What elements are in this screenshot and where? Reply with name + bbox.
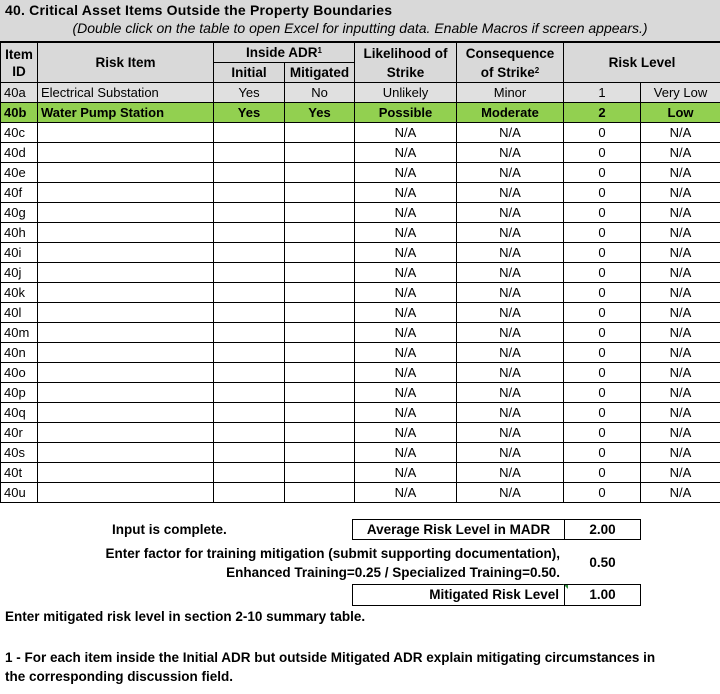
table-row[interactable]: [1, 383, 720, 403]
table-row[interactable]: [1, 423, 720, 443]
cell-consequence[interactable]: N/A: [457, 223, 564, 243]
cell-risk-item[interactable]: [38, 243, 214, 263]
cell-likelihood[interactable]: Possible: [355, 103, 457, 123]
cell-risk-level-text[interactable]: N/A: [641, 323, 720, 343]
cell-mitigated[interactable]: [285, 283, 355, 303]
cell-risk-level-text[interactable]: N/A: [641, 483, 720, 503]
cell-consequence[interactable]: N/A: [457, 263, 564, 283]
cell-risk-level-number[interactable]: 0: [564, 243, 641, 263]
cell-likelihood[interactable]: Unlikely: [355, 83, 457, 103]
cell-initial[interactable]: [214, 463, 285, 483]
cell-likelihood[interactable]: N/A: [355, 383, 457, 403]
cell-risk-item[interactable]: [38, 203, 214, 223]
cell-risk-level-number[interactable]: 0: [564, 343, 641, 363]
cell-consequence[interactable]: N/A: [457, 183, 564, 203]
cell-risk-item[interactable]: [38, 163, 214, 183]
cell-consequence[interactable]: N/A: [457, 203, 564, 223]
cell-risk-item[interactable]: Water Pump Station: [38, 103, 214, 123]
section-header: [0, 0, 720, 42]
table-header-row: [1, 43, 720, 63]
cell-initial[interactable]: [214, 223, 285, 243]
cell-likelihood[interactable]: N/A: [355, 243, 457, 263]
cell-item-id[interactable]: 40n: [1, 343, 38, 363]
cell-mitigated[interactable]: [285, 303, 355, 323]
cell-mitigated[interactable]: [285, 403, 355, 423]
cell-consequence[interactable]: N/A: [457, 243, 564, 263]
mitigated-risk-value[interactable]: 1.00: [564, 584, 641, 606]
cell-initial[interactable]: [214, 343, 285, 363]
cell-item-id[interactable]: 40i: [1, 243, 38, 263]
cell-consequence[interactable]: N/A: [457, 143, 564, 163]
cell-risk-level-text[interactable]: N/A: [641, 403, 720, 423]
cell-initial[interactable]: [214, 303, 285, 323]
cell-risk-level-number[interactable]: 0: [564, 183, 641, 203]
col-initial: Initial: [214, 63, 285, 83]
cell-item-id[interactable]: 40g: [1, 203, 38, 223]
cell-item-id[interactable]: 40s: [1, 443, 38, 463]
cell-likelihood[interactable]: N/A: [355, 203, 457, 223]
cell-mitigated[interactable]: [285, 363, 355, 383]
table-row[interactable]: [1, 143, 720, 163]
table-row[interactable]: [1, 163, 720, 183]
cell-initial[interactable]: [214, 183, 285, 203]
cell-risk-level-text[interactable]: Low: [641, 103, 720, 123]
cell-item-id[interactable]: 40t: [1, 463, 38, 483]
cell-initial[interactable]: [214, 243, 285, 263]
cell-initial[interactable]: [214, 263, 285, 283]
cell-consequence[interactable]: N/A: [457, 123, 564, 143]
cell-initial[interactable]: [214, 403, 285, 423]
cell-risk-item[interactable]: [38, 343, 214, 363]
cell-consequence[interactable]: N/A: [457, 383, 564, 403]
cell-risk-level-text[interactable]: N/A: [641, 463, 720, 483]
cell-likelihood[interactable]: N/A: [355, 303, 457, 323]
cell-initial[interactable]: [214, 203, 285, 223]
training-factor-value[interactable]: 0.50: [589, 555, 616, 570]
cell-mitigated[interactable]: [285, 123, 355, 143]
cell-initial[interactable]: [214, 483, 285, 503]
cell-likelihood[interactable]: N/A: [355, 223, 457, 243]
cell-mitigated[interactable]: [285, 443, 355, 463]
cell-risk-item[interactable]: [38, 263, 214, 283]
cell-risk-item[interactable]: [38, 223, 214, 243]
table-row[interactable]: [1, 283, 720, 303]
cell-consequence[interactable]: N/A: [457, 163, 564, 183]
cell-initial[interactable]: Yes: [214, 103, 285, 123]
table-row[interactable]: [1, 223, 720, 243]
cell-initial[interactable]: [214, 323, 285, 343]
cell-risk-level-text[interactable]: N/A: [641, 383, 720, 403]
cell-mitigated[interactable]: [285, 323, 355, 343]
cell-risk-item[interactable]: [38, 123, 214, 143]
cell-risk-item[interactable]: [38, 443, 214, 463]
cell-item-id[interactable]: 40p: [1, 383, 38, 403]
cell-risk-level-text[interactable]: Very Low: [641, 83, 720, 103]
cell-consequence[interactable]: N/A: [457, 443, 564, 463]
cell-item-id[interactable]: 40h: [1, 223, 38, 243]
table-row[interactable]: [1, 203, 720, 223]
cell-risk-item[interactable]: [38, 283, 214, 303]
cell-item-id[interactable]: 40j: [1, 263, 38, 283]
table-row[interactable]: [1, 263, 720, 283]
mitigated-risk-label: Mitigated Risk Level: [352, 584, 565, 606]
cell-consequence[interactable]: Minor: [457, 83, 564, 103]
table-row[interactable]: [1, 363, 720, 383]
cell-risk-item[interactable]: [38, 483, 214, 503]
cell-risk-level-text[interactable]: N/A: [641, 183, 720, 203]
training-factor-line1: Enter factor for training mitigation (submit supporting documentation),: [105, 546, 560, 561]
cell-consequence[interactable]: Moderate: [457, 103, 564, 123]
cell-mitigated[interactable]: [285, 423, 355, 443]
cell-initial[interactable]: [214, 163, 285, 183]
cell-likelihood[interactable]: N/A: [355, 443, 457, 463]
table-row[interactable]: [1, 343, 720, 363]
cell-initial[interactable]: Yes: [214, 83, 285, 103]
cell-mitigated[interactable]: [285, 383, 355, 403]
cell-item-id[interactable]: 40e: [1, 163, 38, 183]
cell-likelihood[interactable]: N/A: [355, 403, 457, 423]
cell-likelihood[interactable]: N/A: [355, 143, 457, 163]
footnote-1-line2: the corresponding discussion field.: [5, 669, 234, 684]
cell-initial[interactable]: [214, 363, 285, 383]
cell-mitigated[interactable]: [285, 343, 355, 363]
cell-item-id[interactable]: 40b: [1, 103, 38, 123]
cell-risk-level-text[interactable]: N/A: [641, 123, 720, 143]
training-factor-line2: Enhanced Training=0.25 / Specialized Training=0.50.: [226, 565, 560, 580]
cell-risk-level-text[interactable]: N/A: [641, 143, 720, 163]
col-mitigated: Mitigated: [285, 63, 355, 83]
cell-risk-level-text[interactable]: N/A: [641, 263, 720, 283]
table-row[interactable]: [1, 483, 720, 503]
cell-consequence[interactable]: N/A: [457, 283, 564, 303]
cell-risk-item[interactable]: [38, 143, 214, 163]
cell-risk-level-text[interactable]: N/A: [641, 343, 720, 363]
cell-item-id[interactable]: 40f: [1, 183, 38, 203]
cell-risk-item[interactable]: [38, 183, 214, 203]
cell-risk-item[interactable]: [38, 323, 214, 343]
cell-risk-item[interactable]: [38, 303, 214, 323]
cell-risk-level-number[interactable]: 0: [564, 263, 641, 283]
cell-risk-level-number[interactable]: 0: [564, 283, 641, 303]
cell-risk-level-number[interactable]: 0: [564, 203, 641, 223]
cell-likelihood[interactable]: N/A: [355, 323, 457, 343]
cell-risk-level-number[interactable]: 0: [564, 123, 641, 143]
cell-item-id[interactable]: 40m: [1, 323, 38, 343]
risk-table[interactable]: [0, 42, 720, 503]
footnote-1-line1: 1 - For each item inside the Initial ADR but outside Mitigated ADR explain mitigating circumstances in: [5, 650, 656, 665]
cell-risk-level-number[interactable]: 1: [564, 83, 641, 103]
table-row[interactable]: [1, 443, 720, 463]
cell-item-id[interactable]: 40u: [1, 483, 38, 503]
cell-risk-item[interactable]: Electrical Substation: [38, 83, 214, 103]
col-inside-adr: Inside ADR$^1$: [214, 43, 355, 63]
cell-likelihood[interactable]: N/A: [355, 363, 457, 383]
cell-item-id[interactable]: 40a: [1, 83, 38, 103]
table-row[interactable]: [1, 183, 720, 203]
col-item-id: Item ID: [1, 43, 38, 83]
cell-likelihood[interactable]: N/A: [355, 183, 457, 203]
cell-consequence[interactable]: N/A: [457, 423, 564, 443]
cell-risk-level-number[interactable]: 0: [564, 423, 641, 443]
cell-likelihood[interactable]: N/A: [355, 283, 457, 303]
cell-mitigated[interactable]: [285, 203, 355, 223]
cell-risk-level-number[interactable]: 0: [564, 363, 641, 383]
cell-risk-level-text[interactable]: N/A: [641, 303, 720, 323]
cell-risk-level-text[interactable]: N/A: [641, 163, 720, 183]
cell-mitigated[interactable]: [285, 463, 355, 483]
cell-risk-level-number[interactable]: 0: [564, 143, 641, 163]
cell-item-id[interactable]: 40q: [1, 403, 38, 423]
cell-item-id[interactable]: 40d: [1, 143, 38, 163]
cell-consequence[interactable]: N/A: [457, 303, 564, 323]
section-instructions: (Double click on the table to open Excel for inputting data. Enable Macros if screen appears.): [72, 20, 648, 36]
cell-risk-item[interactable]: [38, 363, 214, 383]
cell-risk-level-number[interactable]: 0: [564, 323, 641, 343]
cell-item-id[interactable]: 40o: [1, 363, 38, 383]
cell-mitigated[interactable]: [285, 263, 355, 283]
col-likelihood: Likelihood of Strike: [355, 43, 457, 83]
cell-consequence[interactable]: N/A: [457, 323, 564, 343]
cell-risk-item[interactable]: [38, 463, 214, 483]
cell-likelihood[interactable]: N/A: [355, 263, 457, 283]
cell-risk-item[interactable]: [38, 383, 214, 403]
cell-likelihood[interactable]: N/A: [355, 423, 457, 443]
cell-mitigated[interactable]: [285, 183, 355, 203]
cell-item-id[interactable]: 40r: [1, 423, 38, 443]
cell-risk-level-text[interactable]: N/A: [641, 223, 720, 243]
table-row[interactable]: [1, 303, 720, 323]
cell-risk-level-number[interactable]: 2: [564, 103, 641, 123]
cell-item-id[interactable]: 40k: [1, 283, 38, 303]
table-row[interactable]: [1, 83, 720, 103]
table-row[interactable]: [1, 103, 720, 123]
table-row[interactable]: [1, 403, 720, 423]
cell-risk-level-text[interactable]: N/A: [641, 283, 720, 303]
input-status: Input is complete.: [112, 522, 227, 537]
cell-risk-level-number[interactable]: 0: [564, 483, 641, 503]
cell-item-id[interactable]: 40c: [1, 123, 38, 143]
cell-risk-level-number[interactable]: 0: [564, 163, 641, 183]
cell-likelihood[interactable]: N/A: [355, 483, 457, 503]
cell-mitigated[interactable]: Yes: [285, 103, 355, 123]
cell-consequence[interactable]: N/A: [457, 403, 564, 423]
cell-mitigated[interactable]: [285, 243, 355, 263]
cell-risk-level-number[interactable]: 0: [564, 403, 641, 423]
enter-note: Enter mitigated risk level in section 2-10 summary table.: [5, 609, 366, 624]
table-row[interactable]: [1, 323, 720, 343]
table-row[interactable]: [1, 243, 720, 263]
section-title: 40. Critical Asset Items Outside the Property Boundaries: [5, 2, 393, 18]
cell-risk-level-number[interactable]: 0: [564, 223, 641, 243]
cell-initial[interactable]: [214, 383, 285, 403]
col-risk-item: Risk Item: [38, 43, 214, 83]
col-consequence: Consequence of Strike$^2$: [457, 43, 564, 83]
cell-mitigated[interactable]: [285, 143, 355, 163]
cell-likelihood[interactable]: N/A: [355, 343, 457, 363]
cell-consequence[interactable]: N/A: [457, 363, 564, 383]
cell-risk-level-text[interactable]: N/A: [641, 423, 720, 443]
table-row[interactable]: [1, 463, 720, 483]
cell-risk-level-text[interactable]: N/A: [641, 443, 720, 463]
cell-risk-level-number[interactable]: 0: [564, 303, 641, 323]
cell-consequence[interactable]: N/A: [457, 483, 564, 503]
cell-risk-level-text[interactable]: N/A: [641, 243, 720, 263]
cell-mitigated[interactable]: [285, 163, 355, 183]
cell-consequence[interactable]: N/A: [457, 463, 564, 483]
cell-initial[interactable]: [214, 443, 285, 463]
cell-mitigated[interactable]: No: [285, 83, 355, 103]
cell-initial[interactable]: [214, 423, 285, 443]
cell-initial[interactable]: [214, 283, 285, 303]
col-risk-level: Risk Level: [564, 43, 720, 83]
average-risk-value[interactable]: 2.00: [564, 519, 641, 540]
cell-mitigated[interactable]: [285, 223, 355, 243]
cell-risk-item[interactable]: [38, 403, 214, 423]
cell-risk-level-number[interactable]: 0: [564, 443, 641, 463]
cell-risk-item[interactable]: [38, 423, 214, 443]
cell-likelihood[interactable]: N/A: [355, 123, 457, 143]
average-risk-label: Average Risk Level in MADR: [352, 519, 565, 540]
cell-mitigated[interactable]: [285, 483, 355, 503]
cell-item-id[interactable]: 40l: [1, 303, 38, 323]
cell-initial[interactable]: [214, 123, 285, 143]
cell-initial[interactable]: [214, 143, 285, 163]
cell-risk-level-text[interactable]: N/A: [641, 363, 720, 383]
cell-risk-level-number[interactable]: 0: [564, 463, 641, 483]
cell-likelihood[interactable]: N/A: [355, 463, 457, 483]
cell-likelihood[interactable]: N/A: [355, 163, 457, 183]
cell-consequence[interactable]: N/A: [457, 343, 564, 363]
cell-risk-level-text[interactable]: N/A: [641, 203, 720, 223]
table-row[interactable]: [1, 123, 720, 143]
cell-risk-level-number[interactable]: 0: [564, 383, 641, 403]
